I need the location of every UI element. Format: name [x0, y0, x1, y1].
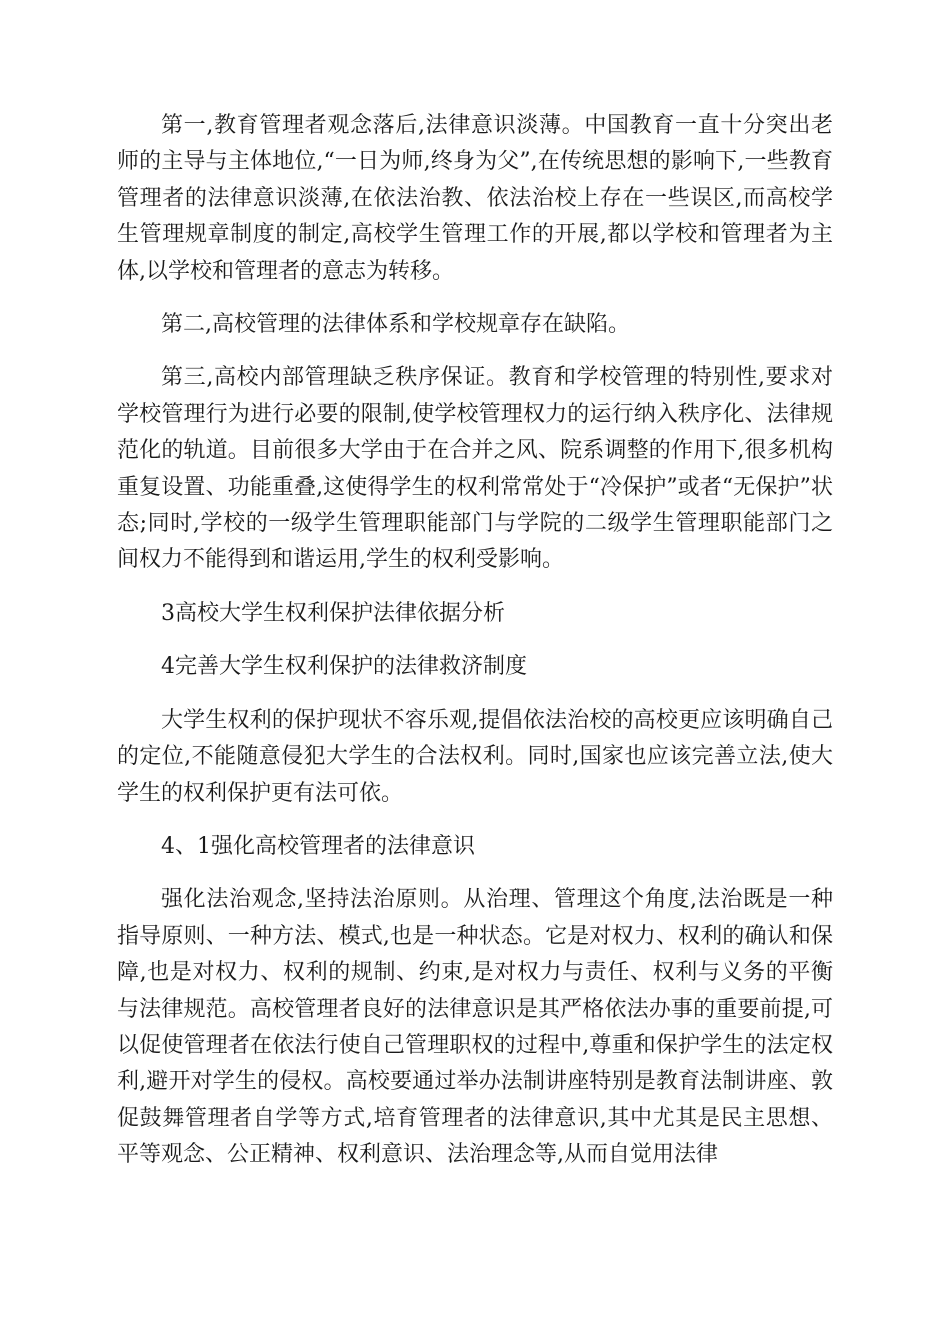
paragraph-section-4-intro: 大学生权利的保护现状不容乐观,提倡依法治校的高校更应该明确自己的定位,不能随意侵犯大学生的合法权利。同时,国家也应该完善立法,使大学生的权利保护更有法可依。	[117, 707, 833, 806]
paragraph-first-point: 第一,教育管理者观念落后,法律意识淡薄。中国教育一直十分突出老师的主导与主体地位,“一日为师,终身为父”,在传统思想的影响下,一些教育管理者的法律意识淡薄,在依法治教、依法治校上存在一些误区,而高校学生管理规章制度的制定,高校学生管理工作的开展,都以学校和管理者为主体,以学校和管理者的意志为转移。	[117, 113, 833, 284]
subsection-heading-4-1: 4、1强化高校管理者的法律意识	[161, 833, 475, 859]
paragraph-second-point: 第二,高校管理的法律体系和学校规章存在缺陷。	[161, 312, 630, 338]
document-body	[117, 108, 833, 1191]
section-heading-4: 4完善大学生权利保护的法律救济制度	[161, 654, 527, 680]
paragraph-section-4-1-body: 强化法治观念,坚持法治原则。从治理、管理这个角度,法治既是一种指导原则、一种方法、模式,也是一种状态。它是对权力、权利的确认和保障,也是对权力、权利的规制、约束,是对权力与责任、权利与义务的平衡与法律规范。高校管理者良好的法律意识是其严格依法办事的重要前提,可以促使管理者在依法行使自己管理职权的过程中,尊重和保护学生的法定权利,避开对学生的侵权。高校要通过举办法制讲座特别是教育法制讲座、敦促鼓舞管理者自学等方式,培育管理者的法律意识,其中尤其是民主思想、平等观念、公正精神、权利意识、法治理念等,从而自觉用法律	[117, 887, 833, 1168]
paragraph-third-point: 第三,高校内部管理缺乏秩序保证。教育和学校管理的特别性,要求对学校管理行为进行必要的限制,使学校管理权力的运行纳入秩序化、法律规范化的轨道。目前很多大学由于在合并之风、院系调整的作用下,很多机构重复设置、功能重叠,这使得学生的权利常常处于“冷保护”或者“无保护”状态;同时,学校的一级学生管理职能部门与学院的二级学生管理职能部门之间权力不能得到和谐运用,学生的权利受影响。	[117, 365, 833, 573]
section-heading-3: 3高校大学生权利保护法律依据分析	[161, 600, 505, 626]
